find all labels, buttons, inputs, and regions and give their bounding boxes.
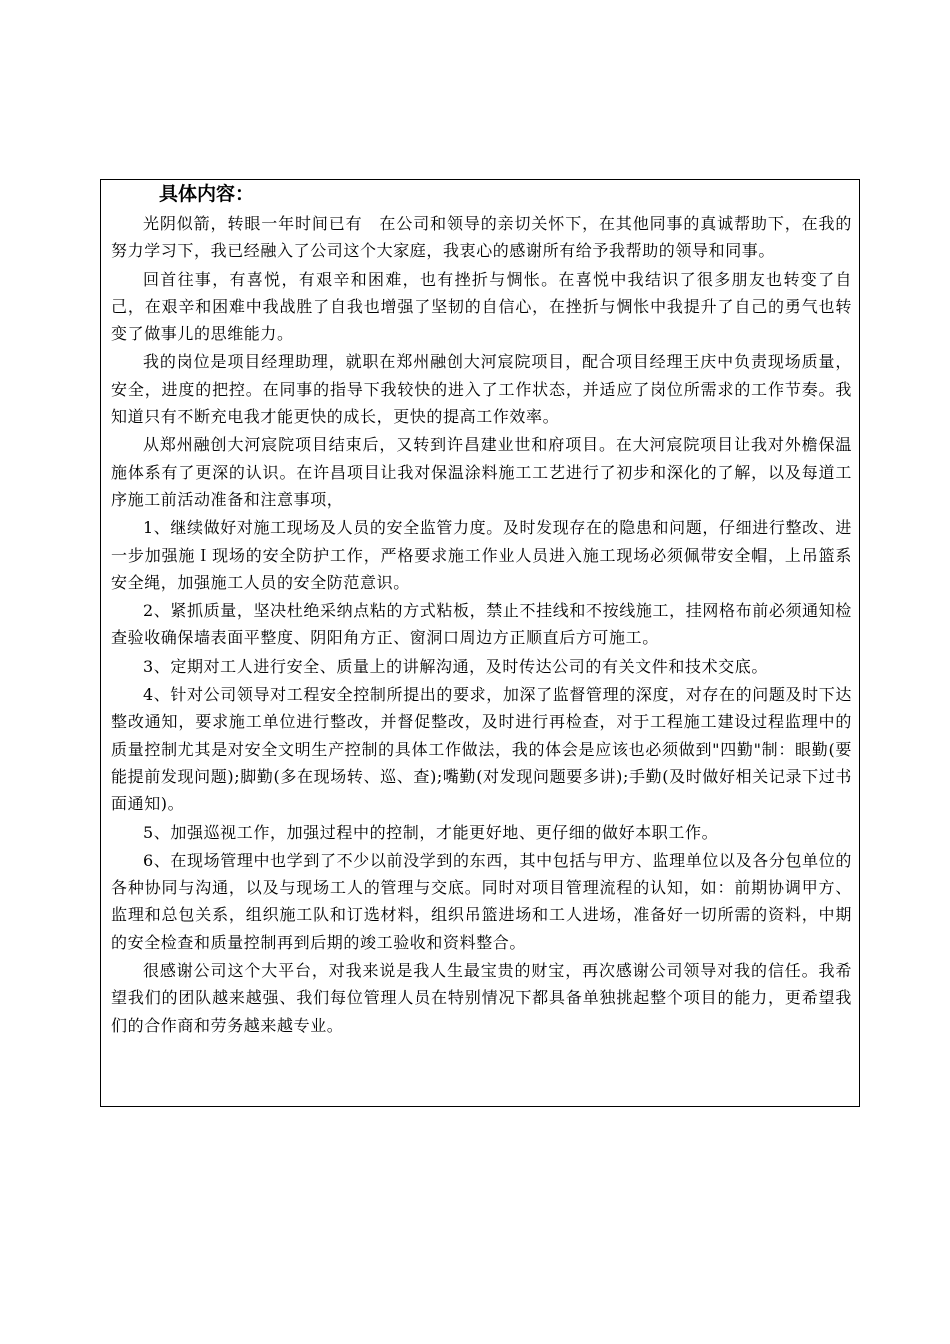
section-heading: 具体内容： bbox=[159, 183, 255, 205]
list-item-supervision: 4、针对公司领导对工程安全控制所提出的要求，加深了监督管理的深度，对存在的问题及时下达整改通知，要求施工单位进行整改，并督促整改，及时进行再检查，对于工程施工建设过程监理中的质量控制尤其是对安全文明生产控制的具体工作做法，我的体会是应该也必须做到"四勤"制：眼勤(要能提前发现问题);脚勤(多在现场转、巡、查);嘴勤(对发现问题要多讲);手勤(及时做好相关记录下过书面通知)。 bbox=[111, 685, 852, 814]
paragraph-intro: 光阴似箭，转眼一年时间已有 在公司和领导的亲切关怀下，在其他同事的真诚帮助下，在我的努力学习下，我已经融入了公司这个大家庭，我衷心的感谢所有给予我帮助的领导和同事。 bbox=[111, 214, 852, 261]
list-item-communication: 3、定期对工人进行安全、质量上的讲解沟通，及时传达公司的有关文件和技术交底。 bbox=[143, 656, 768, 676]
list-item-safety: 1、继续做好对施工现场及人员的安全监管力度。及时发现存在的隐患和问题，仔细进行整改、进一步加强施Ｉ现场的安全防护工作，严格要求施工作业人员进入施工现场必须佩带安全帽，上吊篮系安全绳，加强施工人员的安全防范意识。 bbox=[111, 518, 852, 592]
paragraph-review: 回首往事，有喜悦，有艰辛和困难，也有挫折与惆怅。在喜悦中我结识了很多朋友也转变了自己，在艰辛和困难中我战胜了自我也增强了坚韧的自信心，在挫折与惆怅中我提升了自己的勇气也转变了做事儿的思维能力。 bbox=[111, 269, 852, 344]
list-item-quality: 2、紧抓质量，坚决杜绝采纳点粘的方式粘板，禁止不挂线和不按线施工，挂网格布前必须通知检查验收确保墙表面平整度、阴阳角方正、窗洞口周边方正顺直后方可施工。 bbox=[111, 601, 852, 648]
list-item-management: 6、在现场管理中也学到了不少以前没学到的东西，其中包括与甲方、监理单位以及各分包单位的各种协同与沟通，以及与现场工人的管理与交底。同时对项目管理流程的认知，如：前期协调甲方、监理和总包关系，组织施工队和订选材料，组织吊篮进场和工人进场，准备好一切所需的资料，中期的安全检查和质量控制再到后期的竣工验收和资料整合。 bbox=[111, 850, 852, 952]
paragraph-closing: 很感谢公司这个大平台，对我来说是我人生最宝贵的财宝，再次感谢公司领导对我的信任。我希望我们的团队越来越强、我们每位管理人员在特别情况下都具备单独挑起整个项目的能力，更希望我们的合作商和劳务越来越专业。 bbox=[111, 961, 852, 1035]
content-box bbox=[100, 179, 860, 1107]
body-text bbox=[111, 210, 852, 1040]
paragraph-position: 我的岗位是项目经理助理，就职在郑州融创大河宸院项目，配合项目经理王庆中负责现场质量，安全，进度的把控。在同事的指导下我较快的进入了工作状态，并适应了岗位所需求的工作节奏。我知道只有不断充电我才能更快的成长，更快的提高工作效率。 bbox=[111, 352, 852, 427]
paragraph-projects: 从郑州融创大河宸院项目结束后，又转到许昌建业世和府项目。在大河宸院项目让我对外檐保温施体系有了更深的认识。在许昌项目让我对保温涂料施工工艺进行了初步和深化的了解，以及每道工序施工前活动准备和注意事项， bbox=[111, 435, 852, 509]
list-item-inspection: 5、加强巡视工作，加强过程中的控制，才能更好地、更仔细的做好本职工作。 bbox=[143, 822, 719, 842]
